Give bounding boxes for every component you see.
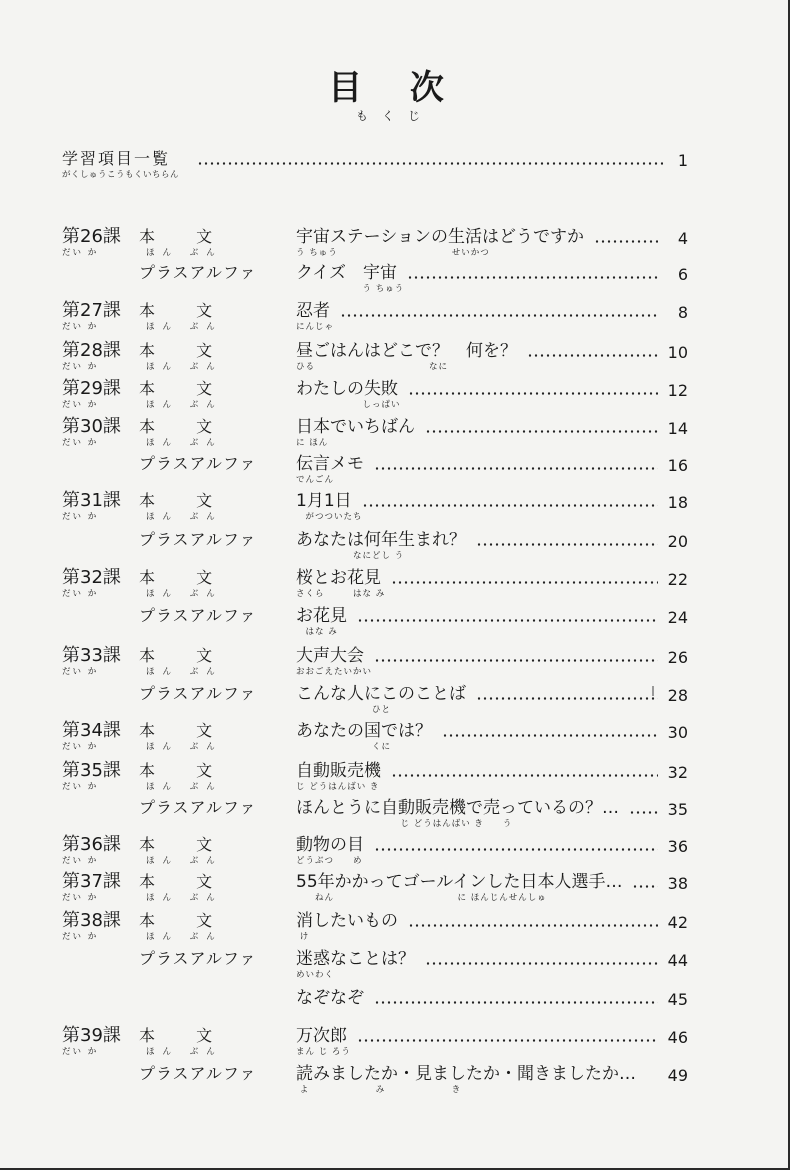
entry-title: 桜とお花見 (296, 568, 381, 588)
section-kind: 本 文 (139, 417, 231, 436)
toc-entry[interactable] (0, 1025, 790, 1059)
page-number: 18 (667, 493, 688, 512)
toc-entry[interactable] (0, 948, 790, 982)
section-kind-ruby: ほん ぶん (146, 893, 223, 903)
lesson-number-ruby: だい か (62, 1047, 99, 1057)
leader-dots (425, 962, 658, 965)
section-kind-ruby: ほん ぶん (146, 856, 223, 866)
entry-title-ruby: くに (296, 742, 392, 752)
leader-dots (357, 1039, 658, 1042)
page-number: 36 (667, 837, 688, 856)
lesson-number: 第33課 (62, 645, 121, 666)
entry-title: 自動販売機 (296, 761, 381, 781)
section-kind-ruby: ほん ぶん (146, 248, 223, 258)
page-number: 8 (677, 303, 688, 322)
lesson-number: 第27課 (62, 300, 121, 321)
entry-title-ruby: でんごん (296, 475, 335, 485)
section-kind: 本 文 (139, 227, 231, 246)
section-kind-ruby: ほん ぶん (146, 667, 223, 677)
page-number: 16 (667, 456, 688, 475)
page-number: 45 (667, 990, 688, 1009)
toc-entry[interactable] (0, 340, 790, 374)
entry-title-ruby: どうぶつ め (296, 856, 363, 866)
entry-title-ruby: ひと (296, 705, 392, 715)
lesson-number: 第31課 (62, 490, 121, 511)
toc-entry[interactable] (0, 987, 790, 1021)
lesson-number: 第36課 (62, 834, 121, 855)
lesson-number-ruby: だい か (62, 589, 99, 599)
section-kind: 本 文 (139, 301, 231, 320)
entry-title-ruby: がつついたち (296, 512, 363, 522)
entry-title-ruby: おおごえたいかい (296, 667, 373, 677)
lesson-number: 第34課 (62, 720, 121, 741)
section-kind: プラスアルファ (139, 949, 257, 968)
entry-title-ruby: じ どうはんばい き (296, 782, 380, 792)
entry-title: こんな人にこのことば (296, 684, 466, 704)
scan-mark (652, 686, 654, 696)
leader-dots (391, 581, 658, 584)
section-kind-ruby: ほん ぶん (146, 400, 223, 410)
entry-title-ruby: にんじゃ (296, 322, 335, 332)
entry-title-ruby: け (296, 932, 310, 942)
page-title: 目 次 (328, 68, 462, 108)
entry-title: 消したいもの (296, 911, 398, 931)
toc-entry[interactable] (0, 300, 790, 334)
entry-title: 万次郎 (296, 1026, 347, 1046)
page-number: 46 (667, 1028, 688, 1047)
leader-dots (374, 848, 658, 851)
section-kind: 本 文 (139, 646, 231, 665)
section-kind: 本 文 (139, 1026, 231, 1045)
entry-title: 忍者 (296, 301, 330, 321)
section-kind: プラスアルファ (139, 606, 257, 625)
section-kind: プラスアルファ (139, 798, 257, 817)
entry-title-ruby: めいわく (296, 970, 335, 980)
leader-dots (374, 1001, 658, 1004)
lesson-number: 第38課 (62, 910, 121, 931)
section-kind: プラスアルファ (139, 684, 257, 703)
toc-entry[interactable] (0, 871, 790, 905)
entry-title-ruby: に ほん (296, 438, 329, 448)
toc-entry[interactable] (0, 529, 790, 563)
entry-title: 宇宙ステーションの生活はどうですか (296, 227, 584, 247)
toc-entry[interactable] (0, 416, 790, 450)
lesson-number-ruby: だい か (62, 248, 99, 258)
toc-entry[interactable] (0, 378, 790, 412)
lesson-number: 第32課 (62, 567, 121, 588)
entry-title: 迷惑なことは？ (296, 949, 415, 969)
page-number: 32 (667, 763, 688, 782)
page-number: 35 (667, 800, 688, 819)
entry-title: わたしの失敗 (296, 379, 398, 399)
leader-dots (357, 619, 658, 622)
leader-dots (425, 430, 658, 433)
lesson-number-ruby: だい か (62, 742, 99, 752)
leader-dots (408, 924, 658, 927)
lesson-number-ruby: だい か (62, 932, 99, 942)
leader-dots (527, 354, 658, 357)
entry-title: なぞなぞ (296, 988, 364, 1008)
section-kind: 本 文 (139, 721, 231, 740)
section-kind: 本 文 (139, 761, 231, 780)
entry-title: お花見 (296, 606, 347, 626)
page-number: 42 (667, 913, 688, 932)
entry-title: ほんとうに自動販売機で売っているの？… (296, 798, 619, 818)
page-number: 12 (667, 381, 688, 400)
toc-entry[interactable] (0, 605, 790, 639)
lesson-number: 第28課 (62, 340, 121, 361)
lesson-number: 第29課 (62, 378, 121, 399)
section-kind-ruby: ほん ぶん (146, 362, 223, 372)
entry-title-ruby: ねん に ほんじんせんしゅ (296, 893, 547, 903)
leader-dots (362, 504, 658, 507)
toc-entry[interactable] (0, 262, 790, 296)
entry-title-ruby: しっぱい (296, 400, 401, 410)
entry-title-ruby: う ちゅう せいかつ (296, 248, 490, 258)
leader-dots (442, 734, 658, 737)
page-number: 26 (667, 648, 688, 667)
lesson-number-ruby: だい か (62, 438, 99, 448)
leader-dots (408, 392, 658, 395)
section-kind: 本 文 (139, 568, 231, 587)
toc-entry[interactable] (0, 490, 790, 524)
toc-entry-intro[interactable] (0, 148, 790, 182)
entry-title: 動物の目 (296, 835, 364, 855)
leader-dots (476, 697, 658, 700)
toc-entry[interactable] (0, 645, 790, 679)
entry-title: 日本でいちばん (296, 417, 415, 437)
section-kind: 本 文 (139, 872, 231, 891)
leader-dots (340, 314, 658, 317)
leader-dots (476, 543, 658, 546)
section-kind-ruby: ほん ぶん (146, 1047, 223, 1057)
leader-dots (629, 811, 658, 814)
lesson-number-ruby: だい か (62, 322, 99, 332)
entry-title: 伝言メモ (296, 454, 364, 474)
entry-title: クイズ 宇宙 (296, 263, 397, 283)
toc-entry[interactable] (0, 720, 790, 754)
lesson-number-ruby: だい か (62, 400, 99, 410)
toc-entry[interactable] (0, 1063, 790, 1097)
intro-title: 学習項目一覧 (62, 149, 171, 168)
page-number: 44 (667, 951, 688, 970)
lesson-number-ruby: だい か (62, 667, 99, 677)
toc-entry[interactable] (0, 226, 790, 260)
section-kind-ruby: ほん ぶん (146, 742, 223, 752)
lesson-number-ruby: だい か (62, 782, 99, 792)
toc-entry[interactable] (0, 797, 790, 831)
entry-title-ruby: ひる なに (296, 362, 449, 372)
entry-title: 1月1日 (296, 491, 352, 511)
lesson-number: 第26課 (62, 226, 121, 247)
leader-dots (594, 240, 658, 243)
lesson-number-ruby: だい か (62, 893, 99, 903)
leader-dots (632, 885, 658, 888)
section-kind-ruby: ほん ぶん (146, 589, 223, 599)
section-kind: プラスアルファ (139, 530, 257, 549)
page-number: 6 (677, 265, 688, 284)
section-kind-ruby: ほん ぶん (146, 438, 223, 448)
section-kind-ruby: ほん ぶん (146, 512, 223, 522)
page-number: 20 (667, 532, 688, 551)
page-number: 24 (667, 608, 688, 627)
entry-title-ruby: じ どうはんばい き う (296, 819, 513, 829)
entry-title: 昼ごはんはどこで？ 何を？ (296, 341, 517, 361)
lesson-number: 第35課 (62, 760, 121, 781)
section-kind-ruby: ほん ぶん (146, 322, 223, 332)
entry-title-ruby: はな み (296, 627, 338, 637)
page-number: 14 (667, 419, 688, 438)
section-kind-ruby: ほん ぶん (146, 932, 223, 942)
page-number: 4 (677, 229, 688, 248)
page-number: 1 (677, 151, 688, 170)
section-kind: 本 文 (139, 379, 231, 398)
page-number: 30 (667, 723, 688, 742)
section-kind: 本 文 (139, 911, 231, 930)
page-title-ruby: もくじ (355, 109, 434, 123)
leader-dots (374, 467, 658, 470)
section-kind: 本 文 (139, 341, 231, 360)
page-number: 22 (667, 570, 688, 589)
lesson-number-ruby: だい か (62, 512, 99, 522)
section-kind: プラスアルファ (139, 263, 257, 282)
page-number: 28 (667, 686, 688, 705)
entry-title: あなたの国では？ (296, 721, 432, 741)
section-kind: プラスアルファ (139, 454, 257, 473)
entry-title: 大声大会 (296, 646, 364, 666)
entry-title: 55年かかってゴールインした日本人選手… (296, 872, 623, 892)
leader-dots (374, 659, 658, 662)
lesson-number: 第39課 (62, 1025, 121, 1046)
section-kind-ruby: ほん ぶん (146, 782, 223, 792)
leader-dots (407, 276, 658, 279)
toc-entry[interactable] (0, 834, 790, 868)
section-kind: 本 文 (139, 491, 231, 510)
entry-title-ruby: さくら はな み (296, 589, 386, 599)
leader-dots (391, 774, 658, 777)
entry-title-ruby: う ちゅう (296, 284, 405, 294)
toc-entry[interactable] (0, 567, 790, 601)
lesson-number-ruby: だい か (62, 856, 99, 866)
lesson-number: 第37課 (62, 871, 121, 892)
entry-title-ruby: よ み き (296, 1085, 462, 1095)
page-number: 10 (667, 343, 688, 362)
entry-title-ruby: まん じ ろう (296, 1047, 351, 1057)
toc-entry[interactable] (0, 760, 790, 794)
entry-title: あなたは何年生まれ？ (296, 530, 466, 550)
section-kind: 本 文 (139, 835, 231, 854)
section-kind: プラスアルファ (139, 1064, 257, 1083)
page-number: 38 (667, 874, 688, 893)
lesson-number: 第30課 (62, 416, 121, 437)
leader-dots (197, 162, 663, 165)
toc-entry[interactable] (0, 453, 790, 487)
entry-title: 読みましたか・見ましたか・聞きましたか… (296, 1064, 636, 1084)
toc-entry[interactable] (0, 910, 790, 944)
lesson-number-ruby: だい か (62, 362, 99, 372)
intro-ruby: がくしゅうこうもくいちらん (62, 170, 180, 180)
toc-entry[interactable] (0, 683, 790, 717)
entry-title-ruby: なにどし う (296, 551, 405, 561)
page-number: 49 (667, 1066, 688, 1085)
